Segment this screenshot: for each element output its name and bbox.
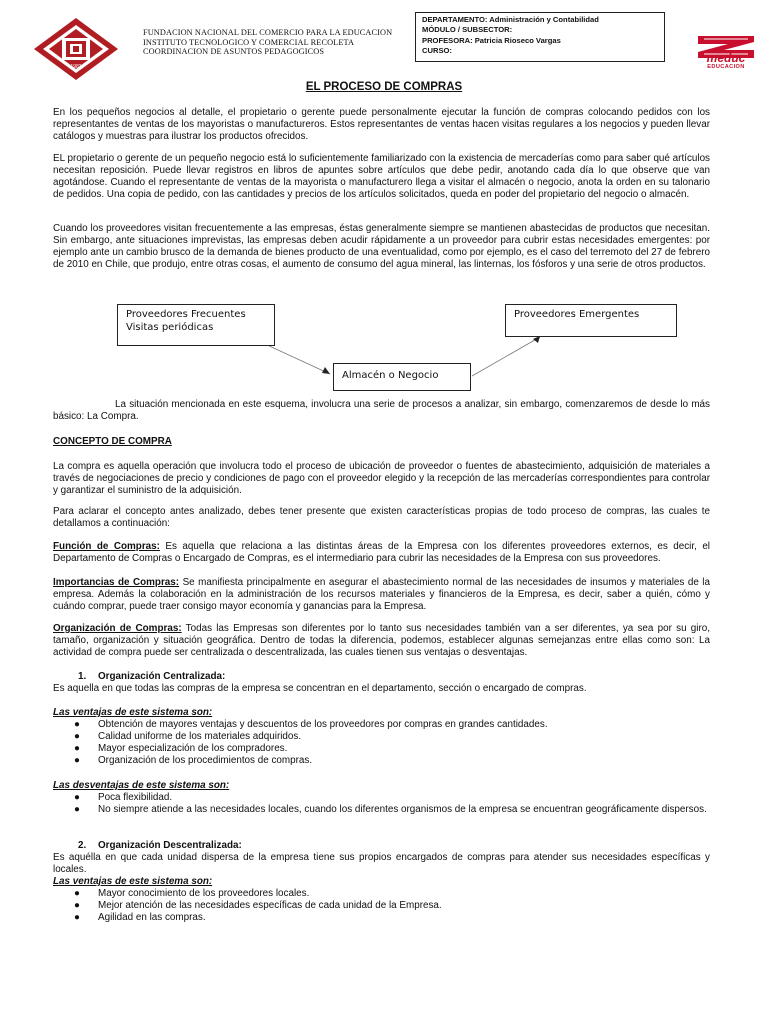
bullet-icon: ●	[74, 731, 80, 742]
organizacion-text: Todas las Empresas son diferentes por lo tanto sus necesidades también van a ser diferentes, ya sea por su giro, tamaño, organización y situación geográfica. Dentro de todas la diferencia, podemos, establecer algunas semejanzas entre ellas como son: La actividad de compra puede ser centralizada o descentralizada, las cuales tienen sus ventajas o desventajas.	[53, 623, 710, 658]
funcion-label: Función de Compras:	[53, 541, 160, 552]
bullet-icon: ●	[74, 888, 80, 899]
list-item: ● Agilidad en las compras.	[74, 912, 206, 923]
descentralizada-heading-text: Organización Descentralizada:	[98, 840, 242, 851]
institution-line-3: COORDINACION DE ASUNTOS PEDAGOGICOS	[143, 47, 325, 57]
centralizada-desventajas-heading: Las desventajas de este sistema son:	[53, 780, 230, 791]
box-almacen-negocio: Almacén o Negocio	[333, 363, 471, 391]
brand-name: meduc	[706, 51, 746, 65]
institution-line-2: INSTITUTO TECNOLOGICO Y COMERCIAL RECOLETA	[143, 37, 355, 47]
box-frecuentes-line1: Proveedores Frecuentes	[126, 309, 246, 320]
bullet-icon: ●	[74, 804, 80, 815]
profesora-line: PROFESORA: Patricia Rioseco Vargas	[422, 35, 561, 45]
descentralizada-heading	[78, 840, 242, 851]
curso-line: CURSO:	[422, 46, 452, 56]
diagram-caption: La situación mencionada en este esquema, involucra una serie de procesos a analizar, sin embargo, comenzaremos de desde lo más básico: La Compra.	[53, 399, 710, 422]
organizacion-paragraph	[53, 623, 710, 659]
list-item: ● Poca flexibilidad.	[74, 792, 173, 803]
descentralizada-ventajas-list	[74, 888, 710, 924]
list-item: ● Organización de los procedimientos de compras.	[74, 755, 313, 766]
bullet-icon: ●	[74, 792, 80, 803]
centralizada-heading	[78, 671, 225, 682]
connector-frecuentes	[265, 344, 330, 374]
list-item: ● Calidad uniforme de los materiales adquiridos.	[74, 731, 302, 742]
intro-paragraph-1: En los pequeños negocios al detalle, el propietario o gerente puede personalmente ejecutar la función de compras colocando pedidos con los representantes de ventas de los mayoristas o manufactureros. Estos representantes de ventas hacen visitas regulares a los negocios y pueden llevar catálogos y muestras para ilustrar los productos ofrecidos.	[53, 107, 710, 142]
brand-tagline: EDUCACION	[707, 64, 745, 70]
importancia-paragraph	[53, 577, 710, 613]
arrowhead-frecuentes	[322, 367, 330, 374]
box-frecuentes-line2: Visitas periódicas	[126, 322, 214, 333]
bullet-icon: ●	[74, 755, 80, 766]
centralizada-number: 1.	[78, 671, 87, 682]
centralizada-desventajas-list	[74, 792, 710, 816]
modulo-line: MÓDULO / SUBSECTOR:	[422, 25, 513, 35]
centralizada-heading-text: Organización Centralizada:	[98, 671, 226, 682]
department-info-box	[415, 12, 665, 62]
departamento-line: DEPARTAMENTO: Administración y Contabilidad	[422, 15, 599, 24]
institution-line-1: FUNDACION NACIONAL DEL COMERCIO PARA LA EDUCACION	[143, 28, 393, 37]
descentralizada-number: 2.	[78, 840, 87, 851]
connector-emergentes	[472, 337, 540, 376]
importancia-text: Se manifiesta principalmente en asegurar el abastecimiento normal de las necesidades de insumos y materiales de la empresa. Además la colaboración en la administración de los recursos materiales y financieros de la Empresa, es decir, saber a quién, cómo y cuándo comprar, puede traer consigo mayor economía y ganancias para la Empresa.	[53, 577, 710, 612]
page-title: EL PROCESO DE COMPRAS	[305, 81, 463, 93]
logo-year: 1983	[70, 64, 82, 70]
bullet-icon: ●	[74, 912, 80, 923]
list-item: ● Obtención de mayores ventajas y descuentos de los proveedores por compras en grandes cantidades.	[74, 719, 548, 730]
list-item: ● No siempre atiende a las necesidades locales, cuando los diferentes organismos de la empresa se encuentran geográficamente dispersos.	[74, 804, 707, 815]
list-item: ● Mejor atención de las necesidades específicas de cada unidad de la Empresa.	[74, 900, 442, 911]
centralizada-ventajas-heading: Las ventajas de este sistema son:	[53, 707, 213, 718]
funcion-text: Es aquella que relaciona a las distintas áreas de la Empresa con los diferentes proveedores externos, es decir, el Departamento de Compras o Encargado de Compras, es el intermediario para cubrir las necesidades de la Empresa con sus proveedores.	[53, 541, 711, 564]
list-item: ● Mayor conocimiento de los proveedores locales.	[74, 888, 310, 899]
box-proveedores-frecuentes	[117, 304, 275, 346]
descentralizada-ventajas-heading: Las ventajas de este sistema son:	[53, 876, 213, 887]
intro-paragraph-2: EL propietario o gerente de un pequeño negocio está lo suficientemente familiarizado con la existencia de mercaderías como para saber qué artículos necesitan reposición. Puede llevar registros en libros de apuntes sobre artículos que debe pedir, anotando cada día lo que observe que van agotándose. Cuando el representante de ventas de la mayorista o manufacturero llega a visitar el almacén o negocio, anota la orden en su talonario de pedidos. Una copia de pedido, con las cantidades y precios de los artículos solicitados, queda en poder del propietario del negocio o almacén.	[53, 153, 710, 200]
centralizada-description: Es aquella en que todas las compras de la empresa se concentran en el departamento, sección o encargado de compras.	[53, 683, 587, 694]
bullet-icon: ●	[74, 743, 80, 754]
box-proveedores-emergentes: Proveedores Emergentes	[505, 304, 677, 337]
list-item: ● Mayor especialización de los compradores.	[74, 743, 288, 754]
arrowhead-emergentes	[533, 336, 540, 343]
organizacion-label: Organización de Compras:	[53, 623, 182, 634]
bullet-icon: ●	[74, 900, 80, 911]
concepto-paragraph-2: Para aclarar el concepto antes analizado, debes tener presente que existen características propias de todo proceso de compras, las cuales te detallamos a continuación:	[53, 506, 710, 529]
importancia-label: Importancias de Compras:	[53, 577, 180, 588]
concepto-paragraph-1: La compra es aquella operación que involucra todo el proceso de ubicación de proveedor o fuentes de abastecimiento, adquisición de materiales a través de negociaciones de precio y condiciones de pago con el proveedor elegido y la recepción de las mercaderías correspondientes para controlar y garantizar el suministro de la adquisición.	[53, 461, 710, 496]
bullet-icon: ●	[74, 719, 80, 730]
funcion-paragraph	[53, 541, 710, 565]
institution-name	[143, 28, 392, 57]
institution-logo	[32, 16, 120, 82]
concepto-heading: CONCEPTO DE COMPRA	[53, 436, 172, 447]
intro-paragraph-3: Cuando los proveedores visitan frecuentemente a las empresas, éstas generalmente siempre se mantienen abastecidas de productos que necesitan. Sin embargo, ante situaciones imprevistas, las empresas deben acudir rápidamente a un proveedor para cubrir estas necesidades emergentes: por ejemplo ante un cambio brusco de la demanda de bienes producto de una eventualidad, como por ejemplo, es el caso del terremoto del 27 de febrero de 2010 en Chile, que produjo, entre otras cosas, el aumento de consumo del agua mineral, las linternas, los fósforos y una serie de otros productos.	[53, 223, 710, 270]
descentralizada-description: Es aquélla en que cada unidad dispersa de la empresa tiene sus propios encargados de compras para atender sus necesidades específicas y locales.	[53, 852, 710, 875]
centralizada-ventajas-list	[74, 719, 710, 767]
